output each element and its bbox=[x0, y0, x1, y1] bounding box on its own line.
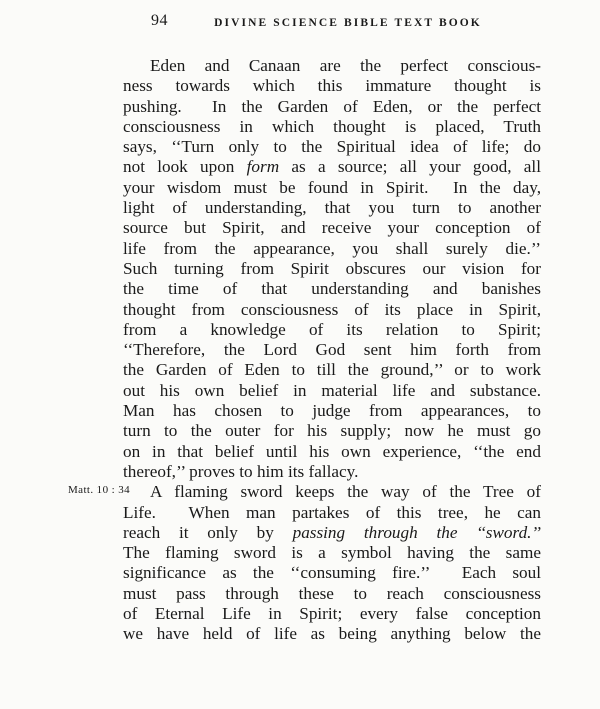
text-segment: The flaming sword is a symbol having the same bbox=[123, 543, 541, 563]
page-number: 94 bbox=[151, 12, 168, 29]
text-segment: ness towards which this immature thought is bbox=[123, 76, 541, 96]
text-segment-italic: form bbox=[246, 157, 280, 177]
text-line bbox=[123, 624, 541, 644]
text-segment: on in that belief until his own experience, ‘‘the end bbox=[123, 441, 541, 461]
text-segment: Such turning from Spirit obscures our vision for bbox=[123, 258, 541, 278]
text-segment: source but Spirit, and receive your conception of bbox=[123, 218, 541, 238]
text-segment: reach it only by bbox=[123, 522, 293, 542]
text-line bbox=[123, 76, 541, 96]
text-segment: ‘‘Therefore, the Lord God sent him forth from bbox=[123, 340, 541, 360]
text-segment: of Eternal Life in Spirit; every false conception bbox=[123, 604, 541, 624]
text-segment: Eden and Canaan are the perfect conscious- bbox=[150, 56, 541, 75]
text-line bbox=[123, 279, 541, 299]
text-line bbox=[123, 97, 541, 117]
running-header-title: DIVINE SCIENCE BIBLE TEXT BOOK bbox=[214, 17, 482, 29]
text-line bbox=[123, 523, 541, 543]
text-segment: as a source; all your good, all bbox=[279, 157, 541, 177]
text-line bbox=[123, 421, 541, 441]
text-segment: Man has chosen to judge from appearances, to bbox=[123, 401, 541, 421]
paragraph bbox=[123, 482, 541, 644]
text-segment: A flaming sword keeps the way of the Tree of bbox=[150, 482, 541, 502]
text-line bbox=[123, 381, 541, 401]
text-segment: the time of that understanding and banishes bbox=[123, 279, 541, 299]
text-segment: from a knowledge of its relation to Spirit; bbox=[123, 319, 541, 339]
text-line bbox=[123, 137, 541, 157]
text-segment: turn to the outer for his supply; now he must go bbox=[123, 421, 541, 441]
text-segment: thereof,’’ proves to him its fallacy. bbox=[123, 461, 359, 481]
text-line bbox=[123, 218, 541, 238]
text-segment: life from the appearance, you shall surely die.’’ bbox=[123, 238, 541, 258]
text-line bbox=[123, 239, 541, 259]
text-segment: the Garden of Eden to till the ground,’’ or to work bbox=[123, 360, 541, 380]
text-segment: significance as the ‘‘consuming fire.’’ Each soul bbox=[123, 563, 541, 583]
text-line bbox=[123, 462, 541, 482]
text-segment: out his own belief in material life and substance. bbox=[123, 380, 541, 400]
text-segment: your wisdom must be found in Spirit. In the day, bbox=[123, 177, 541, 197]
text-line bbox=[123, 340, 541, 360]
text-segment: light of understanding, that you turn to another bbox=[123, 198, 541, 218]
text-line bbox=[123, 198, 541, 218]
text-segment: consciousness in which thought is placed, Truth bbox=[123, 116, 541, 136]
text-line bbox=[123, 401, 541, 421]
text-line bbox=[123, 563, 541, 583]
text-line bbox=[123, 442, 541, 462]
text-line bbox=[123, 543, 541, 563]
text-segment: not look upon bbox=[123, 157, 247, 177]
paragraph bbox=[123, 56, 541, 482]
text-segment: Life. When man partakes of this tree, he can bbox=[123, 502, 541, 522]
text-line bbox=[123, 178, 541, 198]
text-line bbox=[123, 117, 541, 137]
body-text bbox=[123, 56, 541, 645]
text-segment: thought from consciousness of its place in Spirit, bbox=[123, 299, 541, 319]
text-segment: pushing. In the Garden of Eden, or the perfect bbox=[123, 96, 541, 116]
text-segment-italic: passing through the ‘‘sword.’’ bbox=[292, 522, 541, 542]
text-line bbox=[123, 320, 541, 340]
text-line bbox=[123, 56, 541, 76]
text-line bbox=[123, 360, 541, 380]
text-segment: says, ‘‘Turn only to the Spiritual idea of life; do bbox=[123, 137, 541, 157]
text-line bbox=[123, 482, 541, 502]
text-line bbox=[123, 503, 541, 523]
text-line bbox=[123, 584, 541, 604]
text-line bbox=[123, 259, 541, 279]
text-segment: must pass through these to reach consciousness bbox=[123, 583, 541, 603]
text-line bbox=[123, 157, 541, 177]
margin-note-scripture-ref: Matt. 10 : 34 bbox=[68, 484, 131, 496]
text-line bbox=[123, 604, 541, 624]
text-line bbox=[123, 300, 541, 320]
text-segment: we have held of life as being anything below the bbox=[123, 624, 541, 644]
